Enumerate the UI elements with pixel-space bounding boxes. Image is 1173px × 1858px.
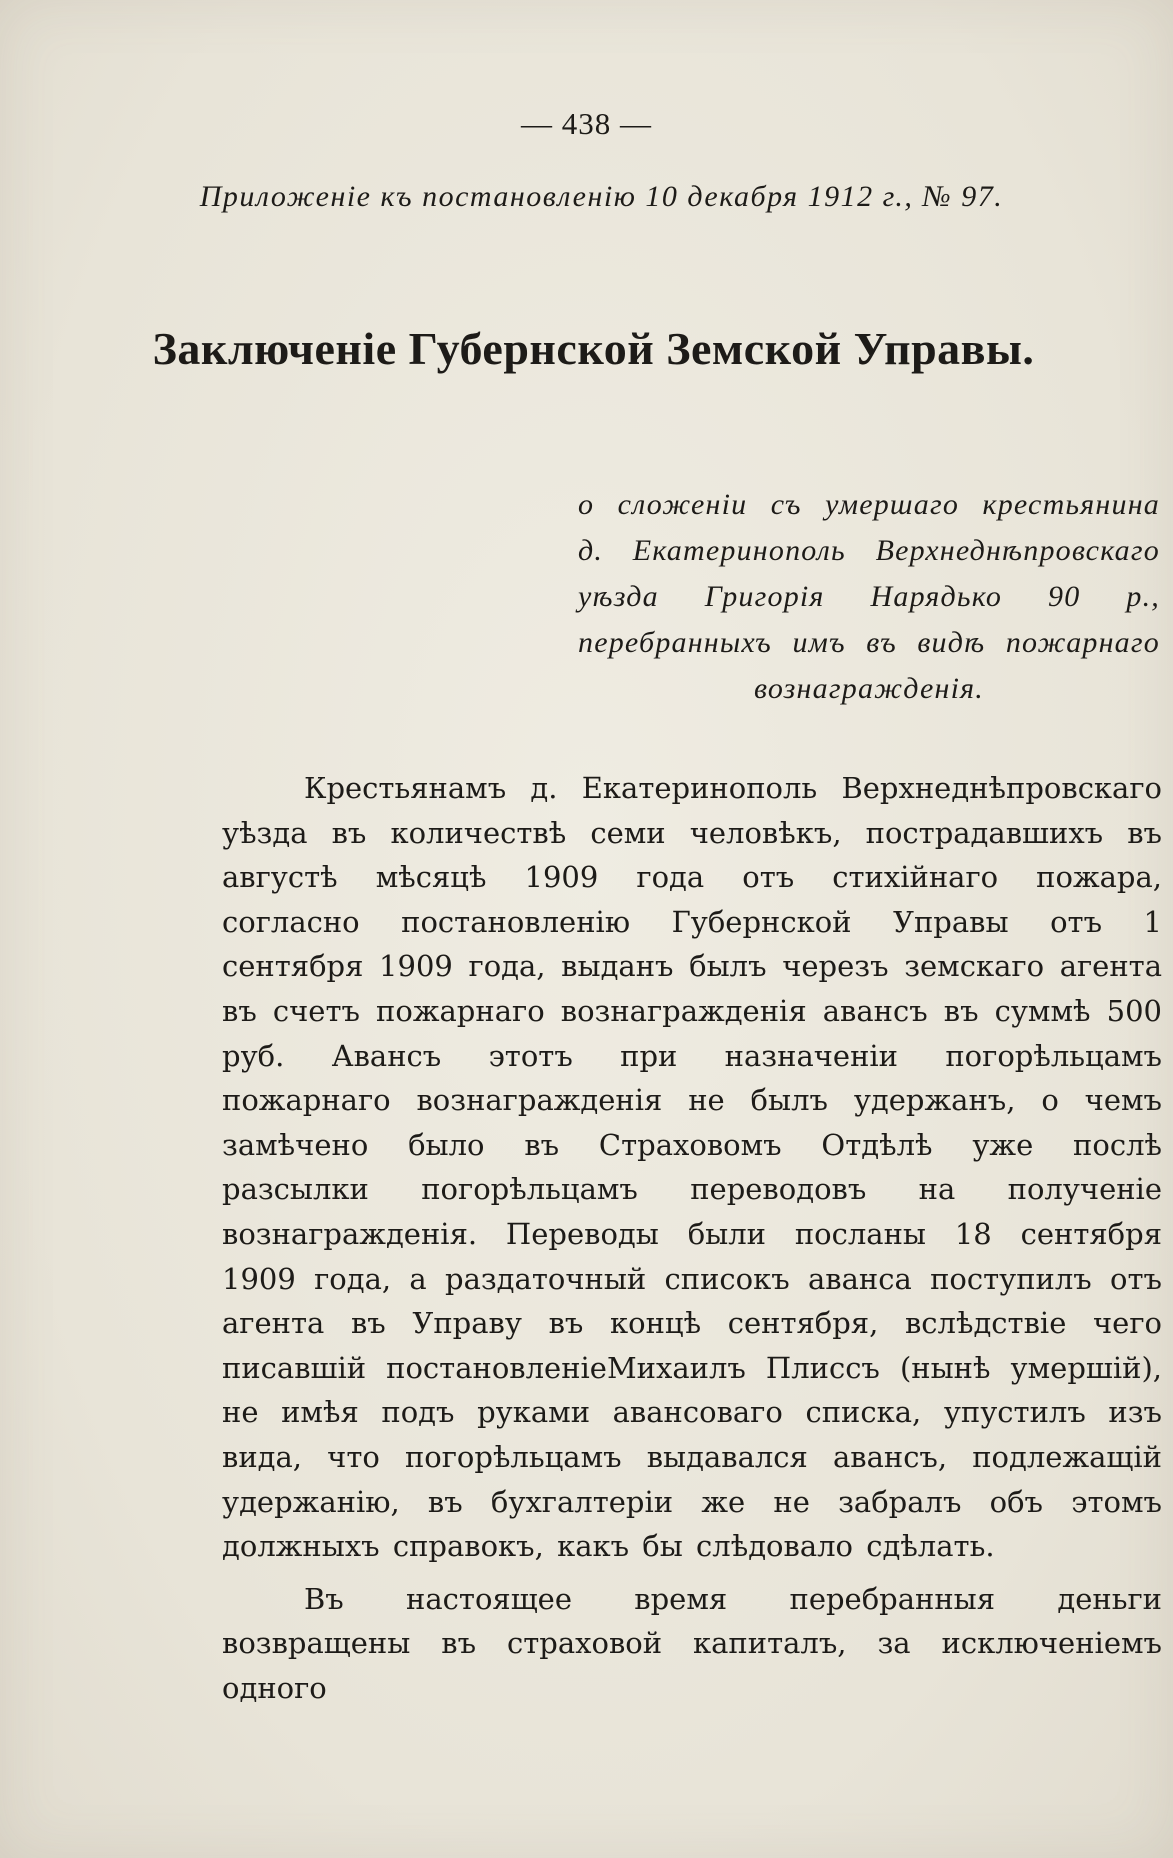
subject-summary: о сложенiи съ умершаго крестьянина д. Екатеринополь Верхнеднѣпровскаго уѣзда Григорiя Нарядько 90 р., перебранныхъ имъ въ видѣ пожарнаго вознагражденiя. xyxy=(578,488,1160,705)
page-number: — 438 — xyxy=(521,106,652,141)
appendix-reference: Приложенiе къ постановленiю 10 декабря 1912 г., № 97. xyxy=(199,180,1004,213)
document-title: Заключенiе Губернской Земской Управы. xyxy=(152,323,1035,374)
paragraph: Крестьянамъ д. Екатеринополь Верхнеднѣпровскаго уѣзда въ количествѣ семи человѣкъ, пострадавшихъ въ августѣ мѣсяцѣ 1909 года отъ стихiйнаго пожара, согласно постановленiю Губернской Управы отъ 1 сентября 1909 года, выданъ былъ черезъ земскаго агента въ счетъ пожарнаго вознагражденiя авансъ въ суммѣ 500 руб. Авансъ этотъ при назначенiи погорѣльцамъ пожарнаго вознагражденiя не былъ удержанъ, о чемъ замѣчено было въ Страховомъ Отдѣлѣ уже послѣ разсылки погорѣльцамъ переводовъ на полученiе вознагражденiя. Переводы были посланы 18 сентября 1909 года, а раздаточный списокъ аванса поступилъ отъ агента въ Управу въ концѣ сентября, вслѣдствiе чего писавшiй постановленiеМихаилъ Плиссъ (нынѣ умершiй), не имѣя подъ руками авансоваго списка, упустилъ изъ вида, что погорѣльцамъ выдавался авансъ, подлежащiй удержанiю, въ бухгалтерiи же не забралъ объ этомъ должныхъ справокъ, какъ бы слѣдовало сдѣлать. xyxy=(222,771,1162,1564)
paragraph: Въ настоящее время перебранныя деньги возвращены въ страховой капиталъ, за исключенiемъ одного xyxy=(222,1581,1162,1705)
body-text xyxy=(222,766,1162,1710)
